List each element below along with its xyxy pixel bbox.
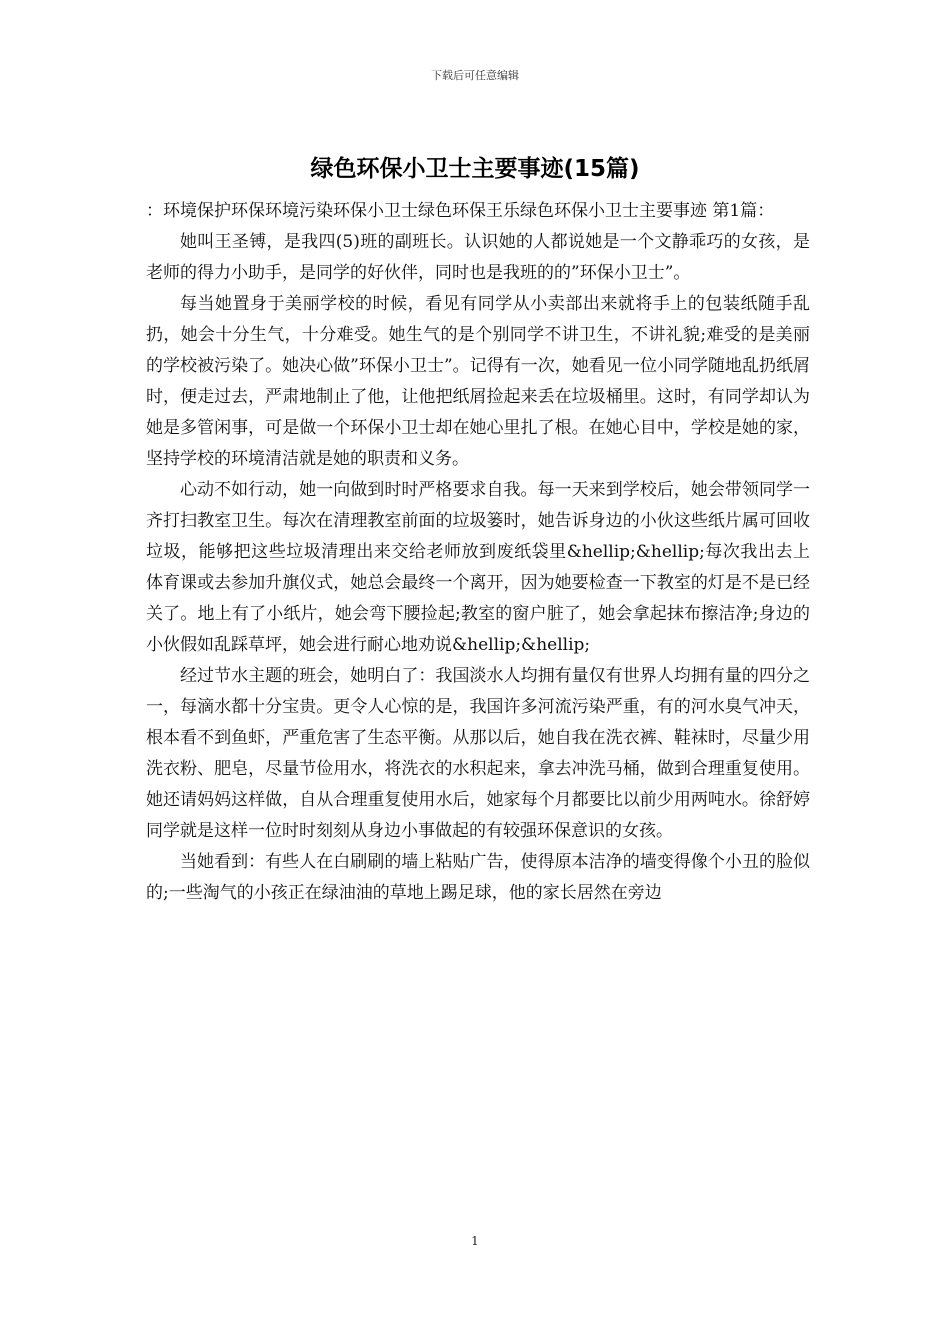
- paragraph-3: 心动不如行动，她一向做到时时严格要求自我。每一天来到学校后，她会带领同学一齐打扫教室卫生。每次在清理教室前面的垃圾篓时，她告诉身边的小伙这些纸片属可回收垃圾，能够把这些垃圾清理出来交给老师放到废纸袋里&hellip;&hellip;每次我出去上体育课或去参加升旗仪式，她总会最终一个离开，因为她要检查一下教室的灯是不是已经关了。地上有了小纸片，她会弯下腰捡起;教室的窗户脏了，她会拿起抹布擦洁净;身边的小伙假如乱踩草坪，她会进行耐心地劝说&hellip;&hellip;: [146, 480, 810, 655]
- document-body: [146, 196, 810, 909]
- paragraph-4: 经过节水主题的班会，她明白了：我国淡水人均拥有量仅有世界人均拥有量的四分之一，每滴水都十分宝贵。更令人心惊的是，我国许多河流污染严重，有的河水臭气冲天，根本看不到鱼虾，严重危害了生态平衡。从那以后，她自我在洗衣裤、鞋袜时，尽量少用洗衣粉、肥皂，尽量节俭用水，将洗衣的水积起来，拿去冲洗马桶，做到合理重复使用。她还请妈妈这样做，自从合理重复使用水后，她家每个月都要比以前少用两吨水。徐舒婷同学就是这样一位时时刻刻从身边小事做起的有较强环保意识的女孩。: [146, 666, 810, 841]
- keywords-line: ：环境保护环保环境污染环保小卫士绿色环保王乐绿色环保小卫士主要事迹 第1篇：: [146, 201, 775, 221]
- paragraph-5: 当她看到：有些人在白刷刷的墙上粘贴广告，使得原本洁净的墙变得像个小丑的脸似的;一些淘气的小孩正在绿油油的草地上踢足球，他的家长居然在旁边: [146, 852, 810, 903]
- paragraph-1: 她叫王圣镈，是我四(5)班的副班长。认识她的人都说她是一个文静乖巧的女孩，是老师的得力小助手，是同学的好伙伴，同时也是我班的的”环保小卫士”。: [146, 232, 810, 283]
- page-number: 1: [471, 1234, 479, 1248]
- paragraph-2: 每当她置身于美丽学校的时候，看见有同学从小卖部出来就将手上的包装纸随手乱扔，她会十分生气，十分难受。她生气的是个别同学不讲卫生，不讲礼貌;难受的是美丽的学校被污染了。她决心做”环保小卫士”。记得有一次，她看见一位小同学随地乱扔纸屑时，便走过去，严肃地制止了他，让他把纸屑捡起来丢在垃圾桶里。这时，有同学却认为她是多管闲事，可是做一个环保小卫士却在她心里扎了根。在她心目中，学校是她的家，坚持学校的环境清洁就是她的职责和义务。: [146, 294, 810, 469]
- page-header-note: 下载后可任意编辑: [431, 69, 519, 82]
- document-title: 绿色环保小卫士主要事迹(15篇): [310, 156, 640, 182]
